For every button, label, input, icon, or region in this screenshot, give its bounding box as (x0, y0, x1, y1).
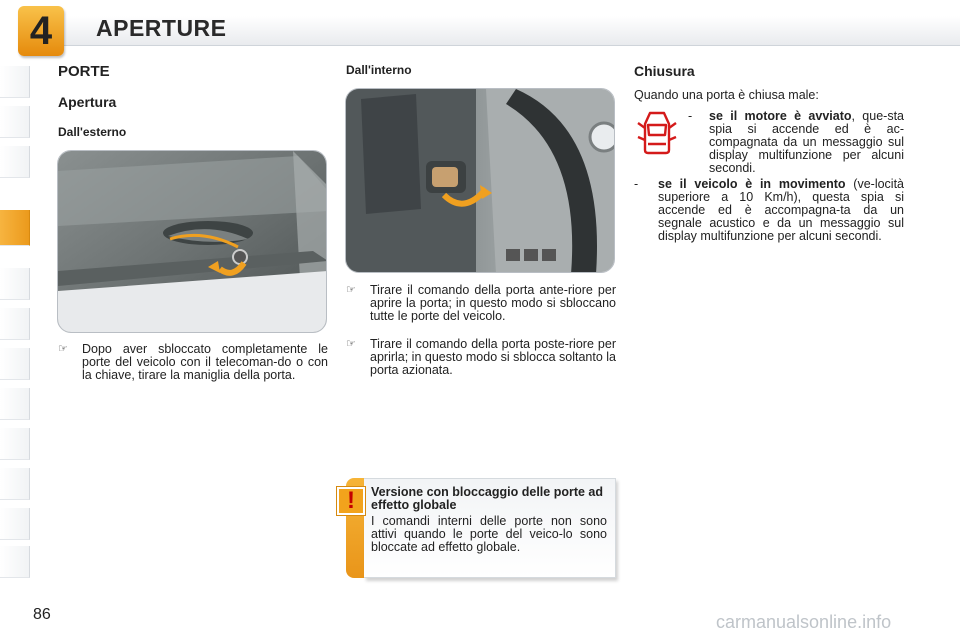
vehicle-moving-text (658, 178, 904, 243)
door-handle-exterior-photo (57, 150, 327, 333)
closing-title: Chiusura (634, 63, 695, 79)
outside-instruction-text: Dopo aver sbloccato completamente le porte del veicolo con il telecoman-do o con la chiave, tirare la maniglia della porta. (82, 342, 328, 382)
chapter-tab[interactable] (0, 388, 30, 420)
chapter-tab[interactable] (0, 348, 30, 380)
dash-mark: - (688, 109, 693, 123)
pointing-hand-icon: ☞ (346, 284, 356, 296)
door-open-warning-icon (636, 110, 678, 156)
vehicle-moving-desc: (ve-locità superiore a 10 Km/h), questa spia si accende ed è accompagna-ta da un segnale acustico e da un messaggio sul display multifunzione per alcuni secondi. (658, 177, 904, 243)
pointing-hand-icon: ☞ (346, 338, 356, 350)
chapter-tab[interactable] (0, 106, 30, 138)
inside-instruction-rear-text: Tirare il comando della porta poste-riore per aprirla; in questo modo si sblocca soltanto la porta azionata. (370, 337, 616, 377)
door-handle-interior-photo (345, 88, 615, 273)
engine-running-text (709, 110, 904, 175)
chapter-tab[interactable] (0, 146, 30, 178)
chapter-tab[interactable] (0, 308, 30, 340)
outside-heading: Dall'esterno (58, 125, 127, 139)
chapter-tab[interactable] (0, 268, 30, 300)
watermark: carmanualsonline.info (716, 612, 892, 632)
inside-heading: Dall'interno (346, 63, 412, 77)
engine-running-bold: se il motore è avviato (709, 109, 852, 123)
warning-text: I comandi interni delle porte non sono attivi quando le porte del veico-lo sono bloccate ad effetto globale. (371, 514, 607, 554)
inside-instruction-front (346, 284, 616, 323)
page-title: APERTURE (96, 15, 227, 41)
header-bar (0, 0, 960, 52)
page-number: 86 (33, 606, 51, 623)
outside-instruction (58, 343, 328, 382)
engine-running-item (688, 110, 904, 175)
vehicle-moving-bold: se il veicolo è in movimento (658, 177, 846, 191)
chapter-tabs (0, 58, 34, 578)
inside-instruction-rear (346, 338, 616, 377)
subsection-title: Apertura (58, 94, 117, 110)
chapter-tab[interactable] (0, 508, 30, 540)
vehicle-moving-item (634, 178, 904, 243)
chapter-tab[interactable] (0, 66, 30, 98)
warning-title: Versione con bloccaggio delle porte ad effetto globale (371, 485, 604, 512)
chapter-badge: 4 (18, 6, 64, 56)
section-title: PORTE (58, 63, 110, 80)
pointing-hand-icon: ☞ (58, 343, 68, 355)
warning-icon: ! (337, 487, 365, 515)
dash-mark: - (634, 177, 639, 191)
chapter-tab-active[interactable] (0, 210, 30, 246)
closing-intro: Quando una porta è chiusa male: (634, 88, 819, 102)
chapter-tab[interactable] (0, 428, 30, 460)
inside-instruction-front-text: Tirare il comando della porta ante-riore per aprire la porta; in questo modo si sbloccano tutte le porte del veicolo. (370, 283, 616, 323)
chapter-tab[interactable] (0, 468, 30, 500)
warning-body (364, 478, 616, 578)
chapter-tab[interactable] (0, 546, 30, 578)
warning-box (346, 478, 616, 578)
engine-running-desc: , que-sta spia si accende ed è ac-compagnata da un messaggio sul display multifunzione per alcuni secondi. (709, 109, 904, 175)
